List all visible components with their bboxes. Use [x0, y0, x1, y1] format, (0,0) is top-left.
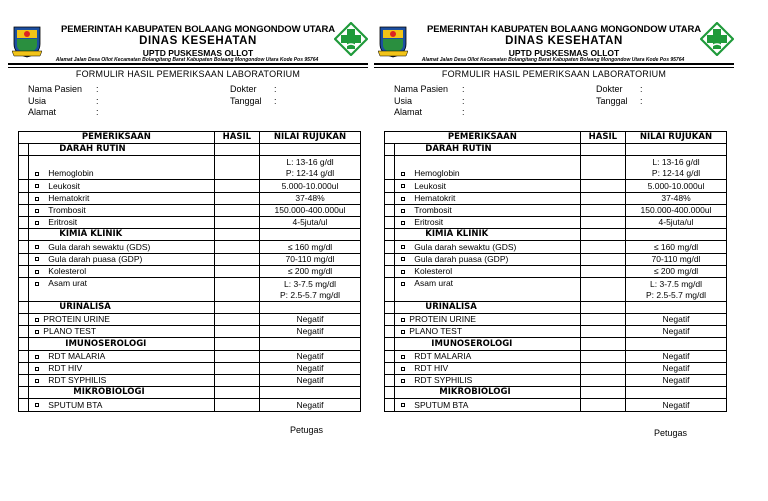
section-urinalisa: URINALISA — [395, 301, 580, 313]
lab-results-table — [18, 131, 361, 412]
checkbox-icon — [401, 209, 405, 213]
result-cell — [214, 375, 259, 387]
result-cell — [580, 265, 625, 277]
ref-value: Negatif — [260, 399, 361, 411]
checkbox-icon — [401, 318, 405, 322]
lab-form-right — [374, 0, 734, 501]
section-kimia-klinik: KIMIA KLINIK — [29, 229, 214, 241]
ref-value: Negatif — [626, 350, 727, 362]
ref-value: 70-110 mg/dl — [260, 253, 361, 265]
ref-value: Negatif — [260, 350, 361, 362]
table-row — [385, 156, 727, 180]
checkbox-icon — [35, 367, 39, 371]
result-cell — [580, 216, 625, 228]
checkbox-icon — [35, 209, 39, 213]
checkbox-icon — [35, 197, 39, 201]
checkbox-icon — [401, 221, 405, 225]
result-cell — [580, 180, 625, 192]
lab-form-left — [8, 0, 368, 501]
checkbox-icon — [35, 270, 39, 274]
result-cell — [214, 192, 259, 204]
test-name: Kolesterol — [414, 265, 453, 276]
section-urinalisa: URINALISA — [29, 301, 214, 313]
test-name: Gula darah sewaktu (GDS) — [48, 241, 151, 252]
result-cell — [214, 326, 259, 338]
ref-value: ≤ 200 mg/dl — [260, 265, 361, 277]
table-row — [385, 216, 727, 228]
nama-colon: : — [96, 84, 99, 94]
checkbox-icon — [35, 257, 39, 261]
test-name: Trombosit — [414, 204, 452, 215]
checkbox-icon — [35, 403, 39, 407]
test-name: Hematokrit — [48, 192, 90, 203]
petugas-signature-label: Petugas — [290, 425, 324, 435]
section-mikrobiologi: MIKROBIOLOGI — [29, 387, 214, 399]
header-rule — [374, 63, 734, 65]
result-cell — [214, 265, 259, 277]
section-row — [19, 144, 361, 156]
test-name: Hemoglobin — [48, 168, 94, 179]
section-row — [385, 387, 727, 399]
ref-value: ≤ 200 mg/dl — [626, 265, 727, 277]
table-row — [385, 326, 727, 338]
dokter-colon: : — [274, 84, 277, 94]
checkbox-icon — [35, 282, 39, 286]
ref-value: P: 2.5-5.7 mg/dl — [646, 289, 707, 300]
ref-value: Negatif — [626, 326, 727, 338]
header-rule-thin — [374, 67, 734, 68]
test-name: PLANO TEST — [409, 326, 463, 337]
table-row — [385, 350, 727, 362]
checkbox-icon — [401, 367, 405, 371]
ref-value: Negatif — [626, 362, 727, 374]
result-cell — [214, 314, 259, 326]
table-row — [19, 241, 361, 253]
puskesmas-name: UPTD PUSKESMAS OLLOT — [508, 48, 620, 58]
section-row — [385, 144, 727, 156]
tanggal-colon: : — [640, 95, 643, 106]
checkbox-icon — [401, 172, 405, 176]
ref-value: Negatif — [626, 375, 727, 387]
col-nilai-rujukan: NILAI RUJUKAN — [260, 132, 361, 144]
puskesmas-name: UPTD PUSKESMAS OLLOT — [142, 48, 254, 58]
ref-value: 37-48% — [626, 192, 727, 204]
result-cell — [580, 399, 625, 411]
col-hasil: HASIL — [214, 132, 259, 144]
nama-label: Nama Pasien — [394, 84, 449, 94]
ref-value: L: 3-7.5 mg/dl — [284, 278, 336, 289]
table-row — [19, 192, 361, 204]
test-name: RDT HIV — [414, 363, 449, 373]
ref-value: 150.000-400.000ul — [260, 204, 361, 216]
checkbox-icon — [35, 318, 39, 322]
test-name: Gula darah puasa (GDP) — [414, 253, 509, 264]
ref-value: P: 12-14 g/dl — [285, 168, 335, 179]
checkbox-icon — [35, 184, 39, 188]
result-cell — [580, 156, 625, 180]
checkbox-icon — [401, 245, 405, 249]
test-name: RDT SYPHILIS — [48, 375, 107, 386]
table-row — [385, 314, 727, 326]
checkbox-icon — [35, 245, 39, 249]
ref-value: ≤ 160 mg/dl — [626, 241, 727, 253]
result-cell — [214, 180, 259, 192]
test-name: Leukosit — [48, 180, 80, 191]
test-name: RDT SYPHILIS — [414, 375, 473, 386]
dokter-colon: : — [640, 84, 643, 94]
health-cross-logo-icon — [700, 22, 734, 56]
table-row — [385, 204, 727, 216]
col-hasil: HASIL — [580, 132, 625, 144]
ref-value: Negatif — [260, 314, 361, 326]
test-name: Gula darah puasa (GDP) — [48, 253, 143, 264]
ref-value: L: 13-16 g/dl — [652, 157, 700, 168]
result-cell — [580, 204, 625, 216]
section-row — [385, 338, 727, 350]
section-row — [19, 338, 361, 350]
checkbox-icon — [35, 172, 39, 176]
result-cell — [214, 253, 259, 265]
ref-value: P: 2.5-5.7 mg/dl — [280, 289, 341, 300]
table-header-row — [19, 132, 361, 144]
table-row — [19, 277, 361, 301]
alamat-colon: : — [462, 107, 465, 117]
result-cell — [580, 362, 625, 374]
table-row — [19, 156, 361, 180]
test-name: Gula darah sewaktu (GDS) — [414, 241, 517, 252]
letterhead — [374, 0, 734, 62]
patient-info — [394, 84, 465, 119]
result-cell — [580, 277, 625, 301]
section-mikrobiologi: MIKROBIOLOGI — [395, 387, 580, 399]
table-row — [385, 265, 727, 277]
table-row — [385, 362, 727, 374]
gov-name: PEMERINTAH KABUPATEN BOLAANG MONGONDOW UTARA — [426, 24, 702, 35]
test-name: Hemoglobin — [414, 168, 460, 179]
nama-label: Nama Pasien — [28, 84, 83, 94]
section-imunoserologi: IMUNOSEROLOGI — [29, 338, 214, 350]
result-cell — [580, 253, 625, 265]
tanggal-label: Tanggal — [230, 95, 262, 106]
table-row — [19, 362, 361, 374]
dokter-label: Dokter — [596, 84, 623, 94]
doctor-info — [230, 84, 277, 107]
checkbox-icon — [401, 355, 405, 359]
ref-value: 70-110 mg/dl — [626, 253, 727, 265]
checkbox-icon — [401, 330, 405, 334]
test-name: SPUTUM BTA — [48, 399, 103, 410]
ref-value: Negatif — [626, 399, 727, 411]
header-rule-thin — [8, 67, 368, 68]
petugas-signature-label: Petugas — [654, 428, 688, 438]
section-row — [19, 229, 361, 241]
result-cell — [214, 216, 259, 228]
table-row — [19, 204, 361, 216]
checkbox-icon — [35, 379, 39, 383]
form-title: FORMULIR HASIL PEMERIKSAAN LABORATORIUM — [75, 69, 301, 79]
section-imunoserologi: IMUNOSEROLOGI — [395, 338, 580, 350]
table-row — [19, 216, 361, 228]
section-row — [385, 301, 727, 313]
table-row — [19, 265, 361, 277]
lab-results-table — [384, 131, 727, 412]
letterhead — [8, 0, 368, 62]
result-cell — [214, 241, 259, 253]
test-name: RDT MALARIA — [414, 350, 472, 361]
table-header-row — [385, 132, 727, 144]
result-cell — [580, 326, 625, 338]
result-cell — [580, 241, 625, 253]
result-cell — [214, 277, 259, 301]
alamat-label: Alamat — [394, 107, 423, 117]
ref-value: 150.000-400.000ul — [626, 204, 727, 216]
checkbox-icon — [35, 330, 39, 334]
test-name: RDT HIV — [48, 363, 83, 373]
form-title: FORMULIR HASIL PEMERIKSAAN LABORATORIUM — [441, 69, 667, 79]
checkbox-icon — [401, 270, 405, 274]
col-nilai-rujukan: NILAI RUJUKAN — [626, 132, 727, 144]
dokter-label: Dokter — [230, 84, 257, 94]
usia-label: Usia — [28, 95, 47, 106]
checkbox-icon — [401, 282, 405, 286]
result-cell — [214, 399, 259, 411]
test-name: RDT MALARIA — [48, 350, 106, 361]
table-row — [385, 277, 727, 301]
result-cell — [214, 362, 259, 374]
ref-value: 5.000-10.000ul — [626, 180, 727, 192]
result-cell — [214, 204, 259, 216]
table-row — [19, 253, 361, 265]
ref-value: L: 3-7.5 mg/dl — [650, 278, 702, 289]
dept-name: DINAS KESEHATAN — [505, 35, 623, 47]
section-darah-rutin: DARAH RUTIN — [395, 144, 580, 156]
usia-label: Usia — [394, 95, 413, 106]
col-pemeriksaan: PEMERIKSAAN — [19, 132, 215, 144]
checkbox-icon — [35, 221, 39, 225]
gov-name: PEMERINTAH KABUPATEN BOLAANG MONGONDOW UTARA — [60, 24, 336, 35]
alamat-colon: : — [96, 107, 99, 117]
test-name: Asam urat — [48, 277, 88, 288]
table-row — [385, 192, 727, 204]
usia-colon: : — [462, 95, 465, 106]
test-name: Leukosit — [414, 180, 446, 191]
ref-value: 37-48% — [260, 192, 361, 204]
ref-value: Negatif — [626, 314, 727, 326]
tanggal-colon: : — [274, 95, 277, 106]
ref-value: Negatif — [260, 362, 361, 374]
col-pemeriksaan: PEMERIKSAAN — [385, 132, 581, 144]
test-name: PLANO TEST — [43, 326, 97, 337]
table-row — [19, 375, 361, 387]
result-cell — [580, 314, 625, 326]
table-row — [19, 350, 361, 362]
ref-value: P: 12-14 g/dl — [651, 168, 701, 179]
table-row — [19, 399, 361, 411]
address-line: Alamat Jalan Desa Ollot Kecamatan Bolangitang Barat Kabupaten Bolaang Mongondow Utara Kode Pos 95764 — [55, 57, 319, 63]
health-cross-logo-icon — [334, 22, 368, 56]
checkbox-icon — [401, 184, 405, 188]
tanggal-label: Tanggal — [596, 95, 628, 106]
patient-info — [28, 84, 99, 119]
section-row — [19, 387, 361, 399]
usia-colon: : — [96, 95, 99, 106]
test-name: Kolesterol — [48, 265, 87, 276]
table-row — [19, 314, 361, 326]
test-name: Eritrosit — [48, 217, 78, 228]
address-line: Alamat Jalan Desa Ollot Kecamatan Bolangitang Barat Kabupaten Bolaang Mongondow Utara Kode Pos 95764 — [421, 57, 685, 63]
test-name: Asam urat — [414, 277, 454, 288]
table-row — [385, 241, 727, 253]
doctor-info — [596, 84, 643, 107]
alamat-label: Alamat — [28, 107, 57, 117]
table-row — [19, 326, 361, 338]
result-cell — [580, 375, 625, 387]
section-kimia-klinik: KIMIA KLINIK — [395, 229, 580, 241]
table-row — [385, 399, 727, 411]
table-row — [385, 375, 727, 387]
section-darah-rutin: DARAH RUTIN — [29, 144, 214, 156]
ref-value: L: 13-16 g/dl — [286, 157, 334, 168]
ref-value: 4-5juta/ul — [260, 216, 361, 228]
result-cell — [214, 350, 259, 362]
table-row — [19, 180, 361, 192]
checkbox-icon — [401, 379, 405, 383]
section-row — [19, 301, 361, 313]
test-name: Hematokrit — [414, 192, 456, 203]
test-name: PROTEIN URINE — [409, 314, 476, 325]
result-cell — [214, 156, 259, 180]
header-rule — [8, 63, 368, 65]
test-name: Eritrosit — [414, 217, 444, 228]
checkbox-icon — [35, 355, 39, 359]
ref-value: ≤ 160 mg/dl — [260, 241, 361, 253]
ref-value: 4-5juta/ul — [626, 216, 727, 228]
checkbox-icon — [401, 197, 405, 201]
test-name: PROTEIN URINE — [43, 314, 110, 325]
table-row — [385, 180, 727, 192]
ref-value: Negatif — [260, 326, 361, 338]
section-row — [385, 229, 727, 241]
checkbox-icon — [401, 257, 405, 261]
ref-value: 5.000-10.000ul — [260, 180, 361, 192]
test-name: SPUTUM BTA — [414, 399, 469, 410]
result-cell — [580, 350, 625, 362]
ref-value: Negatif — [260, 375, 361, 387]
table-row — [385, 253, 727, 265]
result-cell — [580, 192, 625, 204]
dept-name: DINAS KESEHATAN — [139, 35, 257, 47]
checkbox-icon — [401, 403, 405, 407]
nama-colon: : — [462, 84, 465, 94]
test-name: Trombosit — [48, 204, 86, 215]
